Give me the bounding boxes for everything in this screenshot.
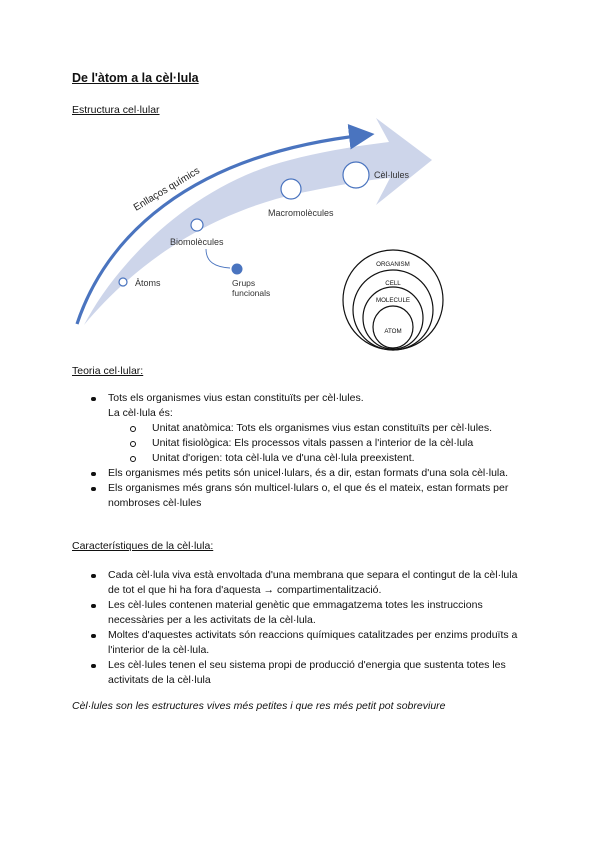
sub-list-item: Unitat d'origen: tota cèl·lula ve d'una cèl·lula preexistent. — [108, 451, 532, 466]
level-organism-label: ORGANISM — [376, 261, 410, 268]
section-heading-characteristics: Característiques de la cèl·lula: — [72, 540, 214, 552]
list-item: Moltes d'aquestes activitats són reaccions químiques catalitzades per enzims produïts a l'interior de la cèl·lula. — [72, 628, 532, 658]
list-item: Les cèl·lules tenen el seu sistema propi de producció d'energia que sustenta totes les activitats de la cèl·lula — [72, 658, 532, 688]
biomolecule-circle — [191, 219, 203, 231]
sub-list-item: Unitat fisiològica: Els processos vitals passen a l'interior de la cèl·lula — [108, 436, 532, 451]
section-heading-cell-theory: Teoria cel·lular: — [72, 365, 144, 377]
list-item — [72, 391, 532, 466]
unit-types-list — [108, 421, 532, 466]
cell-structure-diagram — [0, 112, 600, 362]
macromolecule-circle — [281, 179, 301, 199]
closing-note: Cèl·lules son les estructures vives més petites i que res més petit pot sobreviure — [72, 700, 446, 712]
list-item: Cada cèl·lula viva està envoltada d'una membrana que separa el contingut de la cèl·lula de tot el que hi ha fora d'aquesta → compartimentalització. — [72, 568, 532, 598]
label-atoms: Àtoms — [135, 278, 161, 288]
label-cells: Cèl·lules — [374, 170, 410, 180]
level-cell-label: CELL — [385, 280, 401, 287]
cell-characteristics-list — [72, 568, 532, 688]
functional-group-dot — [232, 264, 243, 275]
page-title: De l'àtom a la cèl·lula — [72, 71, 199, 85]
list-item: Els organismes més petits són unicel·lulars, és a dir, estan formats d'una sola cèl·lula. — [72, 466, 532, 481]
list-item: Els organismes més grans són multicel·lulars o, el que és el mateix, estan formats per nombroses cèl·lules — [72, 481, 532, 511]
cell-circle — [343, 162, 369, 188]
section-heading-structure: Estructura cel·lular — [72, 104, 160, 116]
atom-circle — [119, 278, 127, 286]
label-groups-line2: funcionals — [232, 288, 271, 298]
connector-to-groups — [206, 249, 230, 268]
sub-list-item: Unitat anatòmica: Tots els organismes vius estan constituïts per cèl·lules. — [108, 421, 532, 436]
level-molecule-label: MOLECULE — [375, 297, 411, 304]
label-biomolecules: Biomolècules — [170, 237, 224, 247]
list-item-subtext: La cèl·lula és: — [108, 407, 173, 419]
atom-level-circle — [373, 306, 413, 348]
label-groups-line1: Grups — [232, 278, 256, 288]
level-atom-label: ATOM — [384, 328, 402, 335]
list-item: Les cèl·lules contenen material genètic que emmagatzema totes les instruccions necessàries per a les activitats de la cèl·lula. — [72, 598, 532, 628]
cell-theory-list — [72, 391, 532, 511]
label-macromolecules: Macromolècules — [268, 208, 334, 218]
arrow-label: Enllaços químics — [131, 165, 202, 214]
nested-levels-diagram — [343, 250, 443, 350]
list-item-text: Tots els organismes vius estan constituïts per cèl·lules. — [108, 392, 364, 404]
